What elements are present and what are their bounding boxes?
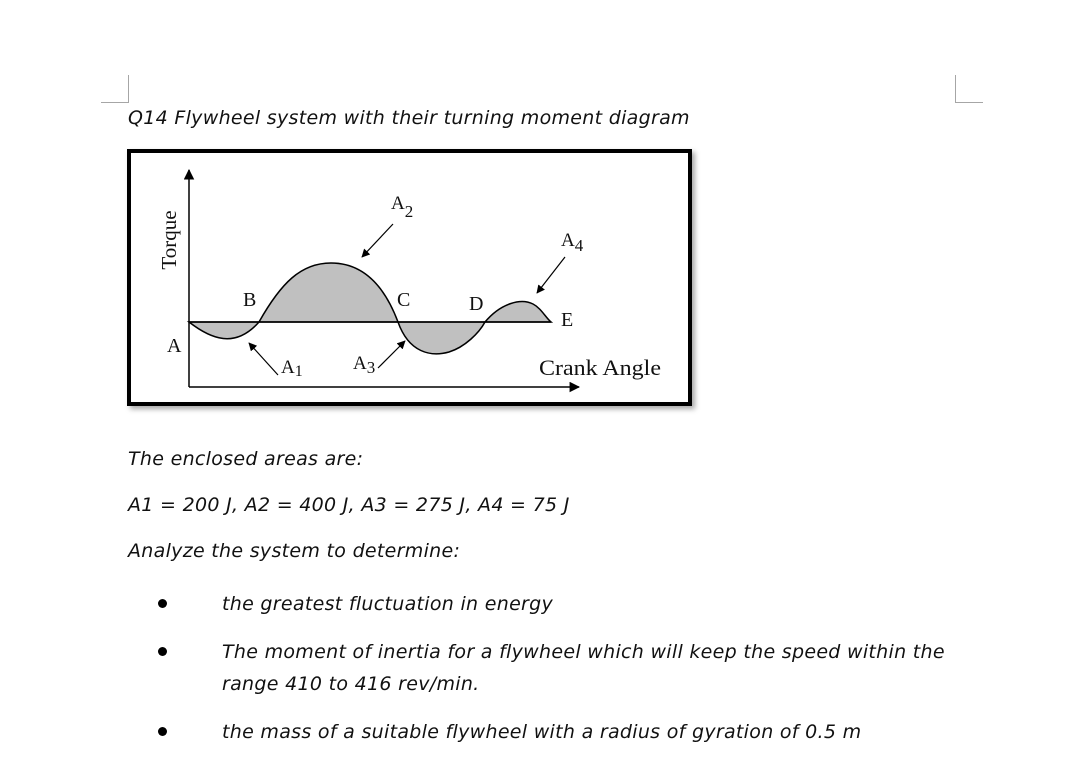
- area-label-a3-subscript: 3: [366, 358, 376, 377]
- task-item-flywheel-mass: [150, 716, 950, 748]
- task-item-energy-fluctuation: [150, 588, 950, 620]
- bullet-icon: [158, 727, 167, 736]
- page-corner-mark-top-right: [955, 75, 983, 103]
- analyze-intro: Analyze the system to determine:: [128, 540, 461, 562]
- arrow-a4: [537, 257, 565, 293]
- area-label-a2-subscript: 2: [404, 202, 414, 221]
- task-text: the mass of a suitable flywheel with a radius of gyration of 0.5 m: [222, 721, 862, 743]
- task-list: [150, 588, 950, 764]
- y-axis-label: Torque: [157, 210, 181, 270]
- bullet-icon: [158, 647, 167, 656]
- x-axis-label: Crank Angle: [539, 355, 661, 380]
- point-label-e: E: [561, 309, 574, 331]
- area-label-a3-letter: A: [353, 353, 367, 374]
- turning-moment-diagram-svg: [131, 153, 688, 402]
- point-label-c: C: [397, 289, 411, 311]
- area-label-a4-letter: A: [561, 230, 575, 251]
- area-label-a1: [281, 357, 303, 380]
- arrow-a2: [362, 224, 393, 257]
- task-item-moment-of-inertia: [150, 636, 950, 700]
- point-label-b: B: [243, 289, 257, 311]
- area-values-line: A1 = 200 J, A2 = 400 J, A3 = 275 J, A4 = 75 J: [128, 494, 570, 516]
- area-a3-shape: [398, 322, 485, 354]
- arrow-a3: [378, 341, 405, 368]
- task-text: the greatest fluctuation in energy: [222, 593, 554, 615]
- task-text: The moment of inertia for a flywheel which will keep the speed within the range 410 to 416 rev/min.: [222, 641, 945, 695]
- turning-moment-diagram: [127, 149, 692, 406]
- point-label-d: D: [469, 293, 484, 315]
- page-corner-mark-top-left: [101, 75, 129, 103]
- area-a1-shape: [189, 322, 259, 339]
- area-a4-shape: [485, 302, 551, 322]
- area-label-a4: [561, 230, 584, 255]
- bullet-icon: [158, 599, 167, 608]
- area-label-a3: [353, 353, 375, 377]
- enclosed-areas-intro: The enclosed areas are:: [128, 448, 364, 470]
- area-label-a2-letter: A: [391, 193, 405, 214]
- area-label-a1-subscript: 1: [294, 363, 303, 380]
- area-label-a4-subscript: 4: [574, 236, 584, 255]
- area-label-a2: [391, 193, 413, 221]
- area-a2-shape: [259, 263, 398, 322]
- area-label-a1-letter: A: [281, 357, 295, 378]
- point-label-a: A: [167, 335, 182, 357]
- arrow-a1: [249, 343, 278, 375]
- question-title: Q14 Flywheel system with their turning moment diagram: [128, 107, 690, 129]
